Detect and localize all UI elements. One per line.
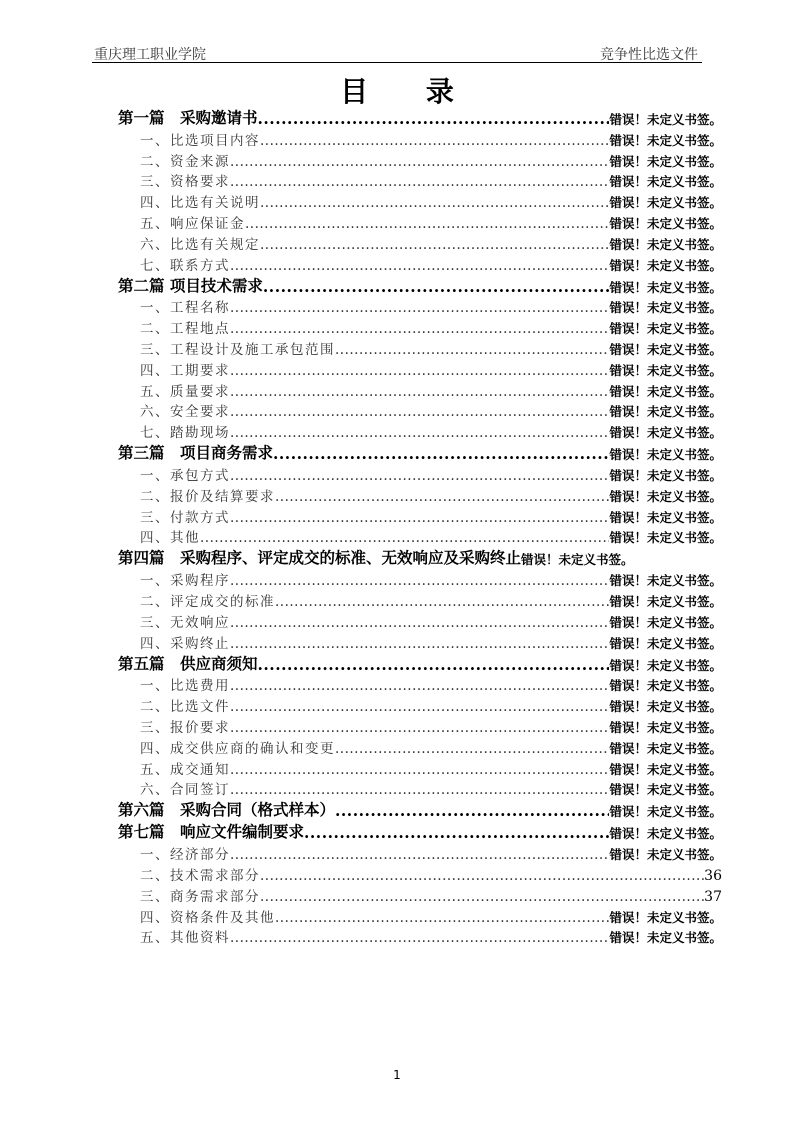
toc-dot-leader [230, 762, 609, 778]
toc-chapter-entry[interactable] [118, 274, 722, 296]
toc-entry-title: 三、报价要求 [140, 719, 230, 736]
toc-page-reference: 错误！未定义书签。 [609, 930, 722, 946]
table-of-contents [118, 106, 722, 946]
toc-entry-title: 七、联系方式 [140, 257, 230, 274]
toc-section-entry[interactable] [118, 337, 722, 358]
toc-page-reference: 36 [704, 867, 722, 884]
toc-dot-leader [230, 174, 609, 190]
toc-entry-title: 第六篇 采购合同（格式样本） [118, 800, 336, 820]
toc-dot-leader [304, 823, 609, 842]
toc-section-entry[interactable] [118, 400, 722, 421]
toc-section-entry[interactable] [118, 316, 722, 337]
toc-entry-title: 第二篇 项目技术需求 [118, 275, 263, 295]
toc-dot-leader [200, 530, 609, 546]
toc-dot-leader [230, 384, 609, 400]
toc-entry-title: 二、报价及结算要求 [140, 488, 275, 505]
toc-entry-title: 第一篇 采购邀请书 [118, 108, 258, 127]
toc-entry-title: 三、付款方式 [140, 509, 230, 526]
toc-dot-leader [230, 154, 609, 170]
toc-entry-title: 六、比选有关规定 [140, 236, 260, 253]
toc-chapter-entry[interactable] [118, 798, 722, 820]
toc-dot-leader [230, 573, 609, 589]
header-school-name: 重庆理工职业学院 [94, 47, 206, 63]
toc-page-reference: 错误！未定义书签。 [609, 635, 722, 651]
toc-entry-title: 七、踏勘现场 [140, 425, 230, 442]
toc-section-entry[interactable] [118, 526, 722, 547]
toc-entry-title: 四、工期要求 [140, 362, 230, 379]
toc-entry-title: 五、质量要求 [140, 383, 230, 400]
toc-page-reference: 错误！未定义书签。 [609, 425, 722, 441]
toc-dot-leader [230, 699, 609, 715]
toc-dot-leader [273, 444, 609, 463]
toc-dot-leader [263, 277, 610, 296]
toc-section-entry[interactable] [118, 842, 722, 863]
toc-chapter-entry[interactable] [118, 652, 722, 674]
toc-section-entry[interactable] [118, 863, 722, 884]
toc-entry-title: 第三篇 项目商务需求 [118, 443, 274, 463]
toc-section-entry[interactable] [118, 589, 722, 610]
toc-page-reference: 错误！未定义书签。 [609, 719, 722, 735]
toc-page-reference: 错误！未定义书签。 [609, 826, 722, 842]
toc-dot-leader [230, 782, 609, 798]
toc-section-entry[interactable] [118, 926, 722, 947]
toc-page-reference: 错误！未定义书签。 [609, 174, 722, 190]
toc-dot-leader [230, 363, 609, 379]
toc-entry-title: 第五篇 供应商须知 [118, 653, 258, 673]
toc-page-reference: 错误！未定义书签。 [609, 195, 722, 211]
toc-page-reference: 错误！未定义书签。 [609, 740, 722, 756]
toc-page-reference: 错误！未定义书签。 [609, 614, 722, 630]
toc-section-entry[interactable] [118, 484, 722, 505]
toc-entry-title: 一、经济部分 [140, 847, 230, 864]
toc-section-entry[interactable] [118, 505, 722, 526]
toc-page-reference: 错误！未定义书签。 [609, 678, 722, 694]
toc-dot-leader [275, 489, 609, 505]
toc-dot-leader [260, 133, 609, 149]
toc-entry-title: 一、比选费用 [140, 678, 230, 695]
toc-section-entry[interactable] [118, 190, 722, 211]
toc-chapter-entry[interactable] [118, 820, 722, 842]
toc-page-reference: 错误！未定义书签。 [609, 341, 722, 357]
toc-page-reference: 错误！未定义书签。 [609, 153, 722, 169]
toc-entry-title: 二、工程地点 [140, 321, 230, 338]
toc-entry-title: 三、商务需求部分 [140, 888, 260, 905]
toc-entry-title: 二、评定成交的标准 [140, 593, 275, 610]
toc-section-entry[interactable] [118, 379, 722, 400]
toc-dot-leader [230, 321, 609, 337]
toc-entry-title: 四、采购终止 [140, 635, 230, 652]
toc-entry-title: 四、其他 [140, 530, 200, 547]
toc-chapter-entry[interactable] [118, 441, 722, 463]
toc-entry-title: 五、其他资料 [140, 930, 230, 947]
header-document-type: 竞争性比选文件 [600, 47, 698, 63]
toc-entry-title: 四、资格条件及其他 [140, 909, 275, 926]
toc-dot-leader [258, 109, 610, 128]
toc-dot-leader [230, 615, 609, 631]
toc-entry-title: 一、承包方式 [140, 467, 230, 484]
toc-dot-leader [230, 720, 609, 736]
toc-dot-leader [230, 258, 609, 274]
toc-dot-leader [335, 741, 609, 757]
toc-page-reference: 错误！未定义书签。 [609, 215, 722, 231]
page-number: 1 [393, 1068, 401, 1082]
toc-entry-title: 五、成交通知 [140, 761, 230, 778]
toc-dot-leader [230, 930, 609, 946]
toc-page-reference: 错误！未定义书签。 [609, 321, 722, 337]
toc-page-reference: 错误！未定义书签。 [609, 847, 722, 863]
toc-title: 目 录 [340, 75, 478, 108]
toc-page-reference: 错误！未定义书签。 [609, 112, 722, 127]
toc-section-entry[interactable] [118, 568, 722, 589]
toc-dot-leader [260, 195, 609, 211]
toc-section-entry[interactable] [118, 232, 722, 253]
toc-entry-title: 一、比选项目内容 [140, 132, 260, 149]
toc-section-entry[interactable] [118, 128, 722, 149]
toc-page-reference: 错误！未定义书签。 [609, 236, 722, 252]
toc-dot-leader [230, 678, 609, 694]
toc-page-reference: 错误！未定义书签。 [609, 804, 722, 820]
toc-page-reference: 错误！未定义书签。 [609, 488, 722, 504]
toc-entry-title: 四、比选有关说明 [140, 195, 260, 212]
toc-page-reference: 错误！未定义书签。 [609, 657, 722, 673]
toc-page-reference: 错误！未定义书签。 [609, 761, 722, 777]
page-header [92, 40, 702, 63]
toc-section-entry[interactable] [118, 253, 722, 274]
toc-entry-title: 三、资格要求 [140, 174, 230, 191]
toc-section-entry[interactable] [118, 757, 722, 778]
toc-section-entry[interactable] [118, 358, 722, 379]
toc-page-reference: 错误！未定义书签。 [609, 782, 722, 798]
toc-entry-title: 五、响应保证金 [140, 215, 245, 232]
toc-entry-title: 四、成交供应商的确认和变更 [140, 740, 335, 757]
toc-entry-title: 六、安全要求 [140, 404, 230, 421]
toc-section-entry[interactable] [118, 674, 722, 695]
toc-entry-title: 二、比选文件 [140, 699, 230, 716]
toc-section-entry[interactable] [118, 905, 722, 926]
toc-dot-leader [230, 510, 609, 526]
toc-page-reference: 错误！未定义书签。 [609, 132, 722, 148]
toc-dot-leader [230, 425, 609, 441]
toc-dot-leader [258, 655, 610, 674]
toc-page-reference: 错误！未定义书签。 [609, 909, 722, 925]
toc-section-entry[interactable] [118, 420, 722, 441]
toc-section-entry[interactable] [118, 149, 722, 170]
toc-entry-title: 三、工程设计及施工承包范围 [140, 341, 335, 358]
toc-section-entry[interactable] [118, 884, 722, 905]
toc-dot-leader [230, 300, 609, 316]
toc-dot-leader [275, 594, 609, 610]
toc-page-reference: 37 [704, 888, 722, 905]
toc-page-reference: 错误！未定义书签。 [609, 509, 722, 525]
toc-dot-leader [275, 910, 609, 926]
toc-section-entry[interactable] [118, 610, 722, 631]
toc-entry-title: 六、合同签订 [140, 782, 230, 799]
toc-page-reference: 错误！未定义书签。 [609, 593, 722, 609]
toc-entry-title: 一、采购程序 [140, 573, 230, 590]
toc-page-reference: 错误！未定义书签。 [609, 383, 722, 399]
toc-page-reference: 错误！未定义书签。 [521, 552, 634, 568]
toc-section-entry[interactable] [118, 170, 722, 191]
toc-page-reference: 错误！未定义书签。 [609, 530, 722, 546]
toc-dot-leader [335, 801, 609, 820]
toc-section-entry[interactable] [118, 736, 722, 757]
toc-dot-leader [230, 847, 609, 863]
toc-page-reference: 错误！未定义书签。 [609, 699, 722, 715]
toc-section-entry[interactable] [118, 211, 722, 232]
toc-chapter-entry[interactable] [118, 546, 722, 568]
toc-entry-title: 第四篇 采购程序、评定成交的标准、无效响应及采购终止 [118, 548, 522, 568]
toc-entry-title: 二、资金来源 [140, 153, 230, 170]
toc-page-reference: 错误！未定义书签。 [609, 573, 722, 589]
toc-page-reference: 错误！未定义书签。 [609, 257, 722, 273]
toc-chapter-entry[interactable] [118, 106, 722, 128]
toc-dot-leader [230, 636, 609, 652]
toc-page-reference: 错误！未定义书签。 [609, 467, 722, 483]
toc-entry-title: 二、技术需求部分 [140, 867, 260, 884]
toc-entry-title: 三、无效响应 [140, 614, 230, 631]
toc-page-reference: 错误！未定义书签。 [609, 300, 722, 316]
toc-section-entry[interactable] [118, 631, 722, 652]
toc-section-entry[interactable] [118, 778, 722, 799]
toc-page-reference: 错误！未定义书签。 [609, 279, 722, 295]
toc-section-entry[interactable] [118, 715, 722, 736]
toc-page-reference: 错误！未定义书签。 [609, 404, 722, 420]
toc-dot-leader [230, 404, 609, 420]
toc-dot-leader [245, 216, 609, 232]
toc-section-entry[interactable] [118, 463, 722, 484]
toc-entry-title: 一、工程名称 [140, 300, 230, 317]
toc-page-reference: 错误！未定义书签。 [609, 447, 722, 463]
toc-dot-leader [260, 237, 609, 253]
toc-entry-title: 第七篇 响应文件编制要求 [118, 822, 305, 842]
toc-dot-leader [260, 868, 704, 884]
toc-section-entry[interactable] [118, 296, 722, 317]
toc-dot-leader [230, 468, 609, 484]
toc-section-entry[interactable] [118, 694, 722, 715]
toc-dot-leader [260, 889, 704, 905]
toc-dot-leader [335, 342, 609, 358]
toc-page-reference: 错误！未定义书签。 [609, 362, 722, 378]
